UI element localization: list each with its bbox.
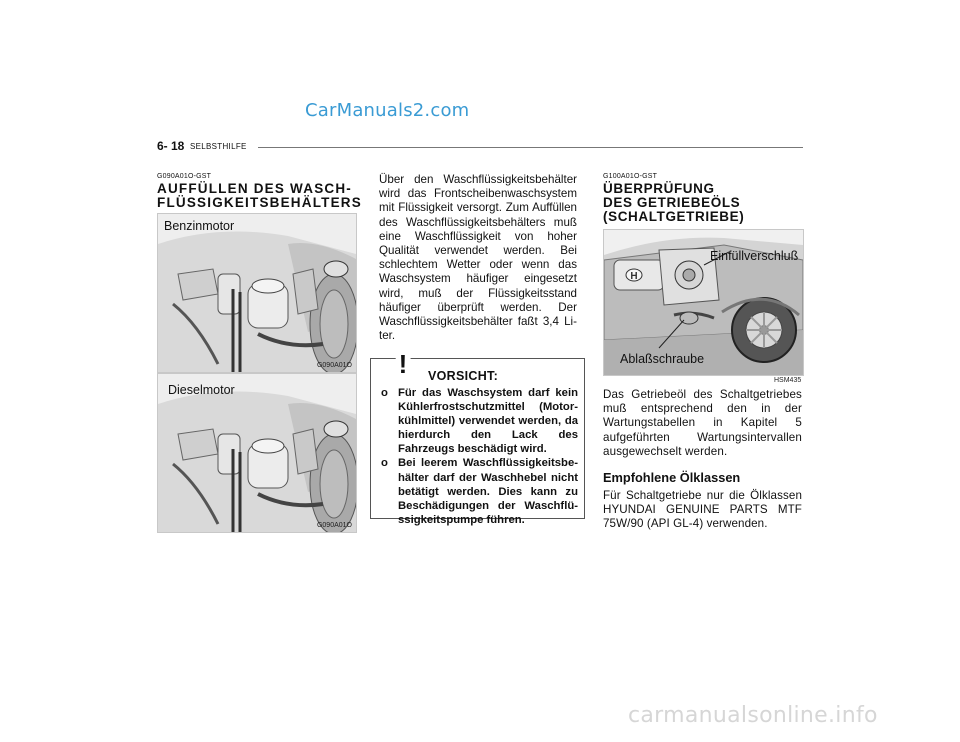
warning-exclamation: ! — [398, 349, 408, 377]
heading-line: FLÜSSIGKEITSBEHÄLTERS — [157, 195, 362, 210]
label-fill-plug: Einfüllverschluß — [710, 249, 799, 263]
warning-list — [379, 386, 578, 527]
photo-label-petrol: Benzinmotor — [164, 219, 235, 233]
engine-photo-diesel — [157, 373, 357, 533]
svg-text:H: H — [630, 271, 638, 282]
photo-code: G090A01O — [316, 522, 352, 529]
warning-item-text: Für das Waschsystem darf kein Kühlerfrostschutzmittel (Motor-kühlmittel) verwendet werden, da hierdurch den Lack des Fahrzeugs beschädigt wird. — [398, 387, 578, 456]
heading-line: AUFFÜLLEN DES WASCH- — [157, 181, 352, 196]
label-drain-plug: Ablaßschraube — [620, 352, 705, 366]
warning-title: VORSICHT: — [428, 369, 499, 383]
section-code: G090A01O-GST — [157, 173, 212, 180]
warning-icon — [386, 345, 420, 377]
oil-classes-heading: Empfohlene Ölklassen — [603, 470, 741, 485]
bullet: o — [381, 457, 388, 470]
section-heading — [157, 181, 362, 210]
section-heading — [603, 182, 803, 224]
heading-line: ÜBERPRÜFUNG — [603, 181, 715, 196]
bullet: o — [381, 387, 388, 399]
watermark-top: CarManuals2.com — [305, 100, 470, 121]
gearbox-photo — [603, 229, 804, 376]
header-rule — [258, 147, 803, 148]
warning-item — [379, 386, 578, 456]
washer-paragraph: Über den Waschflüssigkeitsbehälter wird das Frontscheibenwaschsystem mit Flüssigkeit versorgt. Zum Auffüllen des Waschflüssigkeitsbehälters muß eine Waschflüssigkeit von hoher Qualität verwendet werden. Bei schlechtem Wetter oder wenn das Waschsystem häufiger eingesetzt wird, muß der Flüssigkeitsstand häufiger überprüft werden. Der Waschflüssigkeitsbehälter faßt 3,4 Li-ter. — [379, 173, 577, 343]
photo-label-diesel: Dieselmotor — [168, 383, 235, 397]
warning-box — [370, 349, 585, 526]
heading-line: (SCHALTGETRIEBE) — [603, 209, 745, 224]
photo-code: G090A01O — [316, 362, 352, 369]
oil-classes-paragraph: Für Schaltgetriebe nur die Ölklassen HYUNDAI GENUINE PARTS MTF 75W/90 (API GL-4) verwenden. — [603, 489, 802, 531]
engine-photo-petrol — [157, 213, 357, 373]
engine-illustration — [158, 374, 356, 532]
warning-item — [379, 456, 578, 526]
photo-code: HSM435 — [774, 377, 802, 384]
section-code: G100A01O-GST — [603, 173, 658, 180]
watermark-bottom: carmanualsonline.info — [628, 703, 878, 728]
section-title: SELBSTHILFE — [190, 142, 247, 151]
page-number: 6- 18 — [157, 139, 185, 153]
gearbox-paragraph: Das Getriebeöl des Schaltgetriebes muß entsprechend den in der Wartungstabellen in Kapitel 5 aufgeführten Wartungsintervallen ausgewechselt werden. — [603, 388, 802, 458]
engine-illustration — [158, 214, 356, 372]
warning-item-text: Bei leerem Waschflüssigkeitsbe-hälter darf der Waschhebel nicht betätigt werden. Dies kann zu Beschädigungen der Waschflü-ssigkeitspumpe führen. — [398, 457, 578, 526]
heading-line: DES GETRIEBEÖLS — [603, 195, 741, 210]
